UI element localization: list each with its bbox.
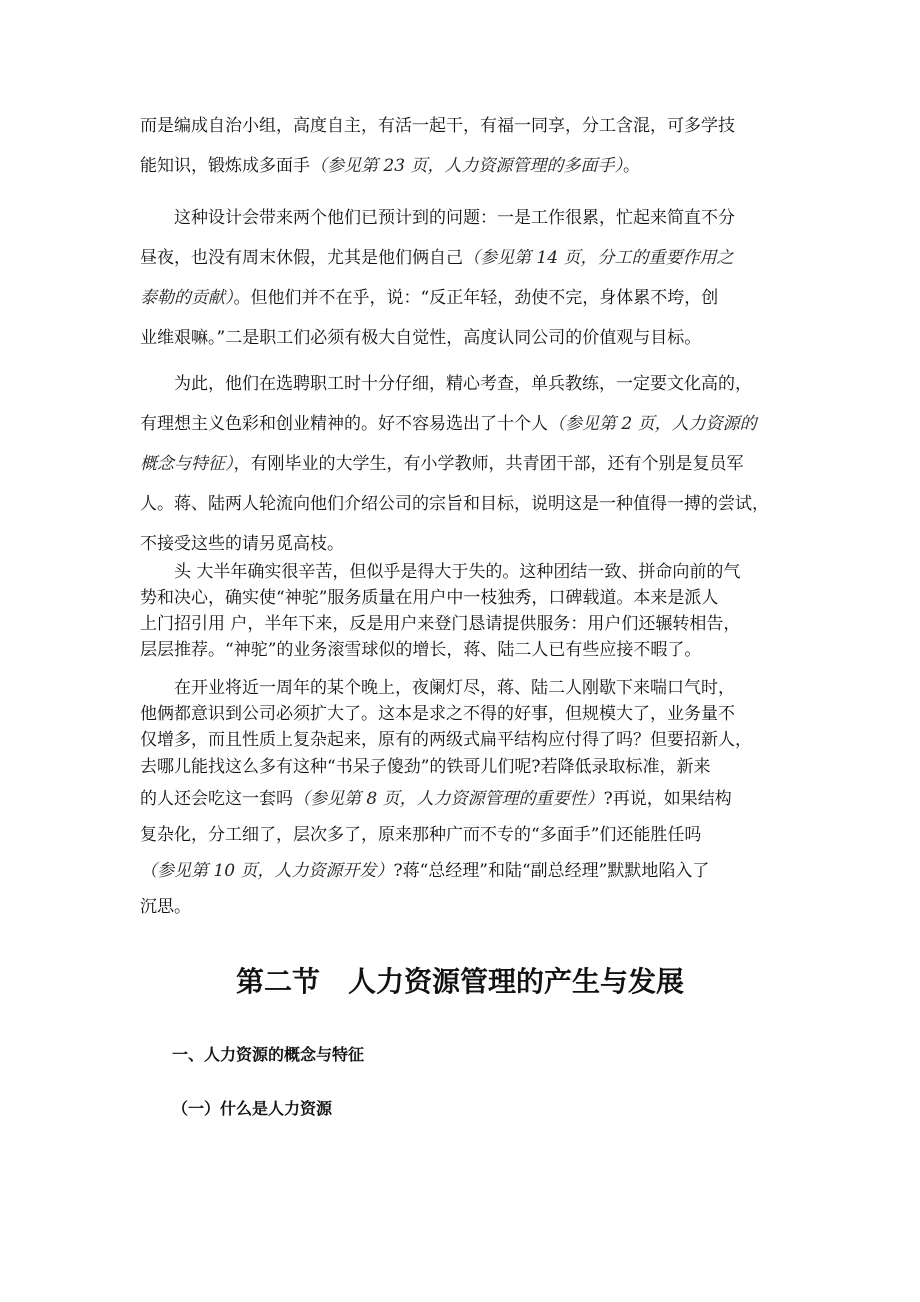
paragraph-line [140, 675, 790, 701]
text-run: 层层推荐。“神驼”的业务滚雪球似的增长，蒋、陆二人已有些应接不暇了。 [140, 640, 702, 660]
cross-reference: （参见第 8 页，人力资源管理的重要性） [293, 789, 604, 809]
text-run: 头 大半年确实很辛苦，但似乎是得大于失的。这种团结一致、拼命向前的气 [174, 562, 741, 582]
paragraph-line [140, 585, 790, 611]
cross-reference: （参见第 2 页，人力资源的 [548, 414, 757, 434]
paragraph-4 [140, 559, 790, 663]
paragraph-line [140, 611, 790, 637]
text-run: 不接受这些的请另觅高枝。 [140, 534, 344, 554]
text-run: 昼夜，也没有周末休假，尤其是他们俩自己 [140, 248, 463, 268]
text-run: 而是编成自治小组，高度自主，有活一起干，有福一同享，分工含混，可多学技 [140, 116, 735, 136]
paragraph-line [140, 318, 790, 358]
paragraph-5 [140, 675, 790, 925]
paragraph-line [140, 727, 790, 753]
paragraph-line [140, 146, 790, 186]
text-run: 复杂化，分工细了，层次多了，原来那种广而不专的“多面手”们还能胜任吗 [140, 825, 702, 845]
text-run: 的人还会吃这一套吗 [140, 789, 293, 809]
paragraph-line [140, 889, 790, 925]
paragraph-3 [140, 364, 790, 564]
text-run: 业维艰嘛。”二是职工们必须有极大自觉性，高度认同公司的价值观与目标。 [140, 328, 702, 348]
cross-reference: （参见第 10 页，人力资源开发） [140, 861, 394, 881]
paragraph-line [140, 198, 790, 238]
text-run: 去哪儿能找这么多有这种“书呆子傻劲”的铁哥儿们呢?若降低录取标准，新来 [140, 757, 711, 777]
text-run: 在开业将近一周年的某个晚上，夜阑灯尽，蒋、陆二人刚歇下来喘口气时， [174, 678, 735, 698]
text-run: 有理想主义色彩和创业精神的。好不容易选出了十个人 [140, 414, 548, 434]
paragraph-line [140, 444, 790, 484]
text-run: 仅增多，而且性质上复杂起来，原有的两级式扁平结构应付得了吗？但要招新人， [140, 730, 752, 750]
cross-reference: 泰勒的贡献） [140, 288, 234, 308]
section-title: 第二节 人力资源管理的产生与发展 [235, 965, 684, 998]
text-run: 上门招引用 户，半年下来，反是用户来登门恳请提供服务：用户们还辗转相告， [140, 614, 741, 634]
text-run: ?蒋“总经理”和陆“副总经理”默默地陷入了 [393, 861, 710, 881]
text-run: 。 [622, 156, 640, 176]
paragraph-line [140, 701, 790, 727]
cross-reference: （参见第 14 页，分工的重要作用之 [463, 248, 734, 268]
heading-what-is-hr: （一）什么是人力资源 [172, 1099, 333, 1118]
paragraph-line [140, 524, 790, 564]
text-run: 。但他们并不在乎，说：“反正年轻，劲使不完，身体累不垮，创 [233, 288, 719, 308]
text-run: 沉思。 [140, 897, 191, 917]
paragraph-line [140, 637, 790, 663]
paragraph-line [140, 364, 790, 404]
paragraph-2 [140, 198, 790, 358]
text-run: ?再说，如果结构 [603, 789, 732, 809]
paragraph-line [140, 559, 790, 585]
paragraph-line [140, 238, 790, 278]
text-run: 他俩都意识到公司必须扩大了。这本是求之不得的好事，但规模大了，业务量不 [140, 704, 735, 724]
paragraph-line [140, 753, 790, 781]
text-run: 这种设计会带来两个他们已预计到的问题：一是工作很累，忙起来简直不分 [174, 208, 735, 228]
text-run: ，有刚毕业的大学生，有小学教师，共青团干部，还有个别是复员军 [233, 454, 744, 474]
text-run: 人。蒋、陆两人轮流向他们介绍公司的宗旨和目标，说明这是一种值得一搏的尝试， [140, 494, 769, 514]
text-run: 能知识，锻炼成多面手 [140, 156, 310, 176]
paragraph-line [140, 817, 790, 853]
paragraph-line [140, 853, 790, 889]
paragraph-line [140, 484, 790, 524]
paragraph-line [140, 781, 790, 817]
paragraph-line [140, 278, 790, 318]
text-run: 为此，他们在选聘职工时十分仔细，精心考查，单兵教练，一定要文化高的， [174, 374, 752, 394]
paragraph-line [140, 404, 790, 444]
paragraph-line [140, 106, 790, 146]
text-run: 势和决心，确实使“神驼”服务质量在用户中一枝独秀，口碑载道。本来是派人 [140, 588, 719, 608]
paragraph-1 [140, 106, 790, 186]
cross-reference: 概念与特征） [140, 454, 234, 474]
heading-concept-features: 一、人力资源的概念与特征 [172, 1045, 365, 1064]
cross-reference: （参见第 23 页，人力资源管理的多面手） [310, 156, 623, 176]
